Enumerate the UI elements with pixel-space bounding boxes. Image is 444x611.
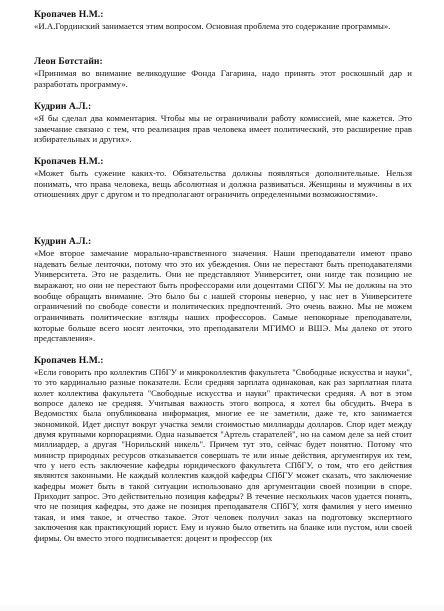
speech-text: «Мое второе замечание морально-нравственного значения. Наши преподаватели имеют право надевать белые ленточки, потому что это их убеждения. Они не перестают быть преподавателями Университета. Это не разделить. Они не представляют Университет, они нигде так позицию не выражают, но они не перестают быть профессорами или доцентами СПбГУ. Мы не должны на это вообще обращать внимание. Это было бы с нашей стороны неверно, у нас нет в Университете ограничений по свободе совести и политических предпочтений. Это очень важно. Мы не можем ограничивать политические взгляды наших профессоров. Самые непокорные преподаватели, которые больше всего носят ленточки, это преподаватели МГИМО и ВШЭ. Мы далеко от этого представления». [34,248,412,344]
scan-shade [0,603,444,611]
speech-text: «И.А.Гординский занимается этим вопросом. Основная проблема это содержание программы». [34,21,391,31]
entry-5 [34,236,412,344]
entry-1 [34,9,412,32]
entry-6 [34,355,412,543]
speech-text: «Если говорить про коллектив СПбГУ и микроколлектив факультета "Свободные искусства и науки", то это кардинально разные показатели. Если средняя зарплата одинаковая, как раз зарплатная плата колет коллектива факультета "Свободные искусства и науки" практически средняя. А вот в этом вопросе далеко не средняя. Учитывая важность этого вопроса, я хотел бы обсудить. Вчера в Ведомостях была опубликована информация, многие ее не заметили, даже те, кто занимается экономикой. Идет диспут вокруг участка земли стоимостью миллиарды долларов. Спор идет между двумя крупными корпорациями. Одна называется "Артель старателей", но на самом деле за ней стоит миллиардер, а другая "Норильский никель". Причем тут это, сейчас будет понятно. Потому что министр природных ресурсов отказывается совершать те или иные действия, аргументируя их тем, что у него есть заключение кафедры юридического факультета СПбГУ, о том, что его действия являются законными. Не каждый коллектив каждой кафедры СПбГУ может сказать, что заключение кафедры может быть в такой ситуации использовано для аргументации своей позиции в споре. Приходит запрос. Это действительно позиция кафедры? В течение нескольких часов удается понять, что не позиция кафедры, это даже не позиция преподавателя СПбГУ, хотя фамилия у него именно такая, и имя такое, и отчество такое. Этот человек получил заказ на подготовку экспертного заключения как практикующий юрист. Ему и нужно было ответить на бланке или пустом, или своей фирмы. Он вместо этого подписывается: доцент и профессор (их [34,367,412,543]
entry-4 [34,156,412,200]
speech-text: «Я бы сделал два комментария. Чтобы мы не ограничивали работу комиссией, мне кажется. Это замечание связано с тем, что реализация прав человека имеет политический, это расширение прав избирательных и других». [34,113,412,145]
speech-text: «Принимая во внимание великодушие Фонда Гагарина, надо принять этот роскошный дар и разработать программу». [34,68,412,89]
speaker-name: Кропачев Н.М.: [34,156,104,167]
entry-2 [34,56,412,89]
speech-text: «Может быть сужение каких-то. Обязательства должны появляться дополнительные. Нельзя понимать, что права человека, вещь абсолютная и должна развиваться. Женщины и мужчины в их отношениях друг с другом и то предполагают ограничить определенными возможностями». [34,168,412,200]
entry-3 [34,101,412,145]
speaker-name: Кудрин А.Л.: [34,236,92,247]
speaker-name: Кропачев Н.М.: [34,355,104,366]
speaker-name: Леон Ботстайн: [34,56,103,67]
speaker-name: Кудрин А.Л.: [34,101,92,112]
speaker-name: Кропачев Н.М.: [34,9,104,20]
